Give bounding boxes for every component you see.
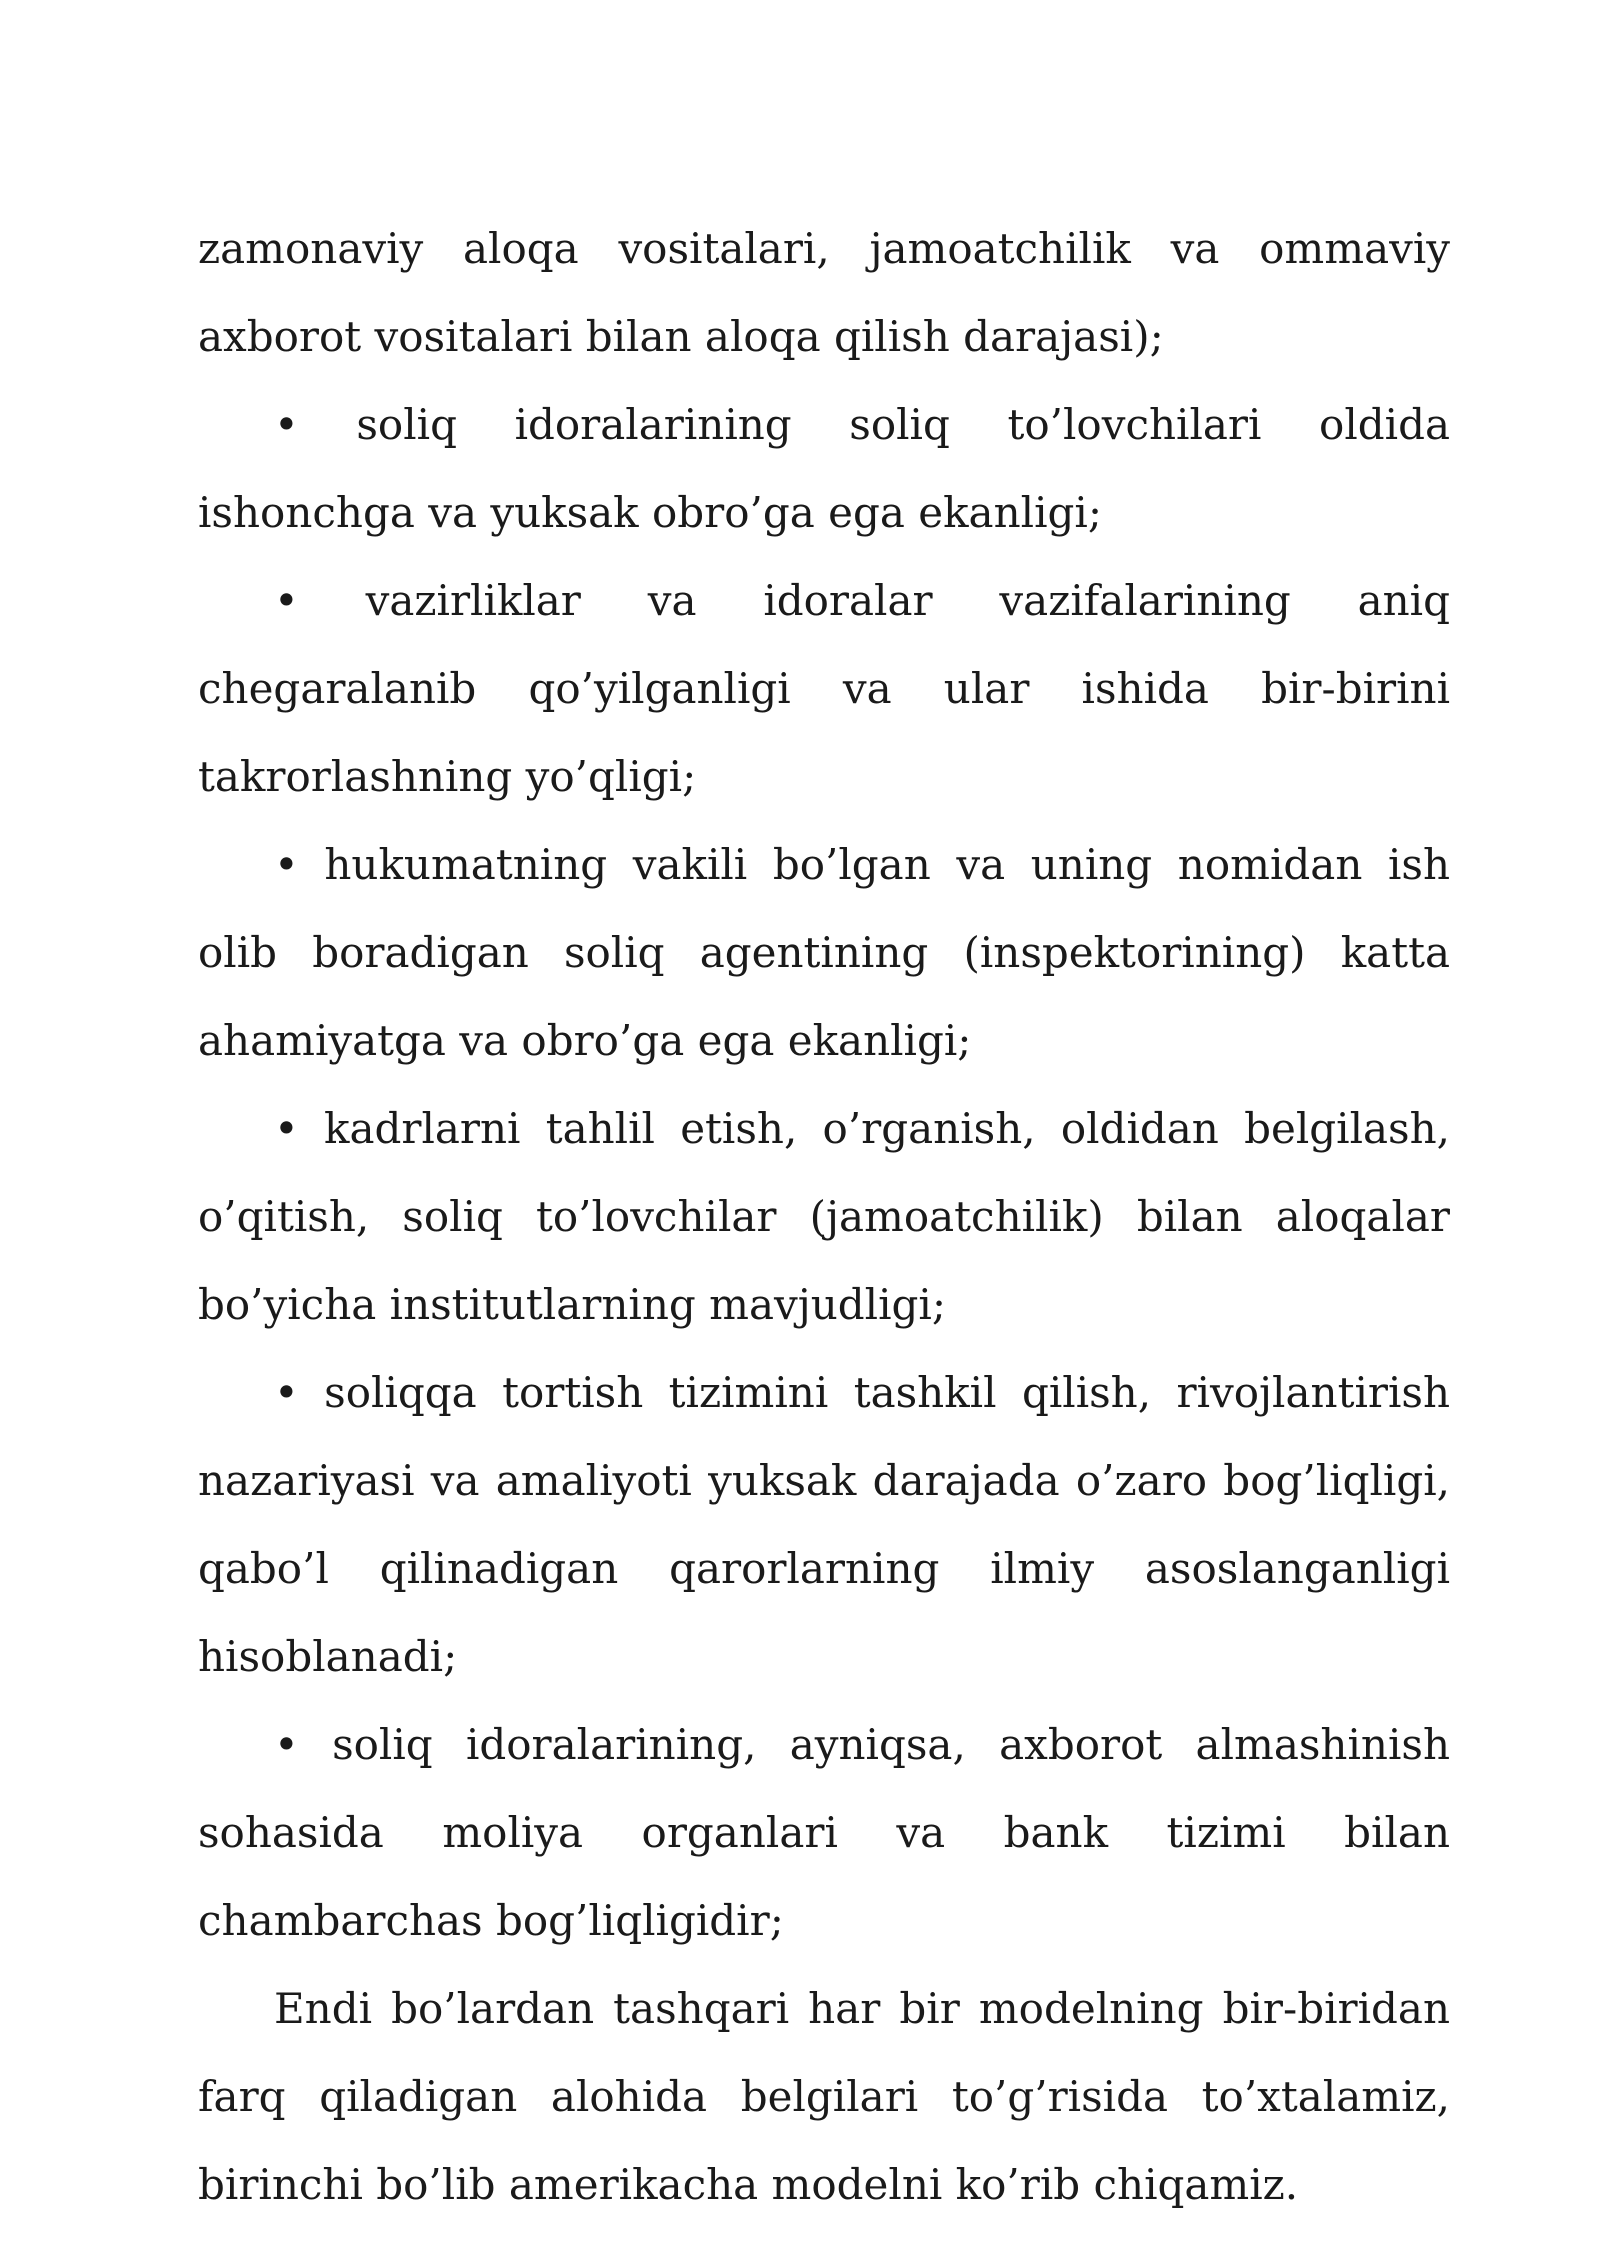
bullet-item-theory-practice: • soliqqa tortish tizimini tashkil qilish, rivojlantirish nazariyasi va amaliyoti yuksak darajada o’zaro bog’liqligi, qabo’l qilinadigan qarorlarning ilmiy asoslanganligi hisoblanadi;	[198, 1368, 1450, 1681]
bullet-item-ministries: • vazirliklar va idoralar vazifalarining aniq chegaralanib qo’yilganligi va ular ishida bir-birini takrorlashning yo’qligi;	[198, 576, 1450, 801]
paragraph-continuation: zamonaviy aloqa vositalari, jamoatchilik va ommaviy axborot vositalari bilan aloqa qilish darajasi);	[198, 224, 1450, 361]
bullet-item-tax-agent: • hukumatning vakili bo’lgan va uning nomidan ish olib boradigan soliq agentining (inspektorining) katta ahamiyatga va obro’ga ega ekanligi;	[198, 840, 1450, 1065]
bullet-item-trust: • soliq idoralarining soliq to’lovchilari oldida ishonchga va yuksak obro’ga ega ekanligi;	[198, 400, 1450, 537]
bullet-item-information-exchange: • soliq idoralarining, ayniqsa, axborot almashinish sohasida moliya organlari va bank tizimi bilan chambarchas bog’liqligidir;	[198, 1720, 1450, 1945]
document-page	[198, 205, 1450, 2229]
closing-paragraph: Endi bo’lardan tashqari har bir modelning bir-biridan farq qiladigan alohida belgilari to’g’risida to’xtalamiz, birinchi bo’lib amerikacha modelni ko’rib chiqamiz.	[198, 1984, 1450, 2209]
bullet-item-personnel: • kadrlarni tahlil etish, o’rganish, oldidan belgilash, o’qitish, soliq to’lovchilar (jamoatchilik) bilan aloqalar bo’yicha institutlarning mavjudligi;	[198, 1104, 1450, 1329]
